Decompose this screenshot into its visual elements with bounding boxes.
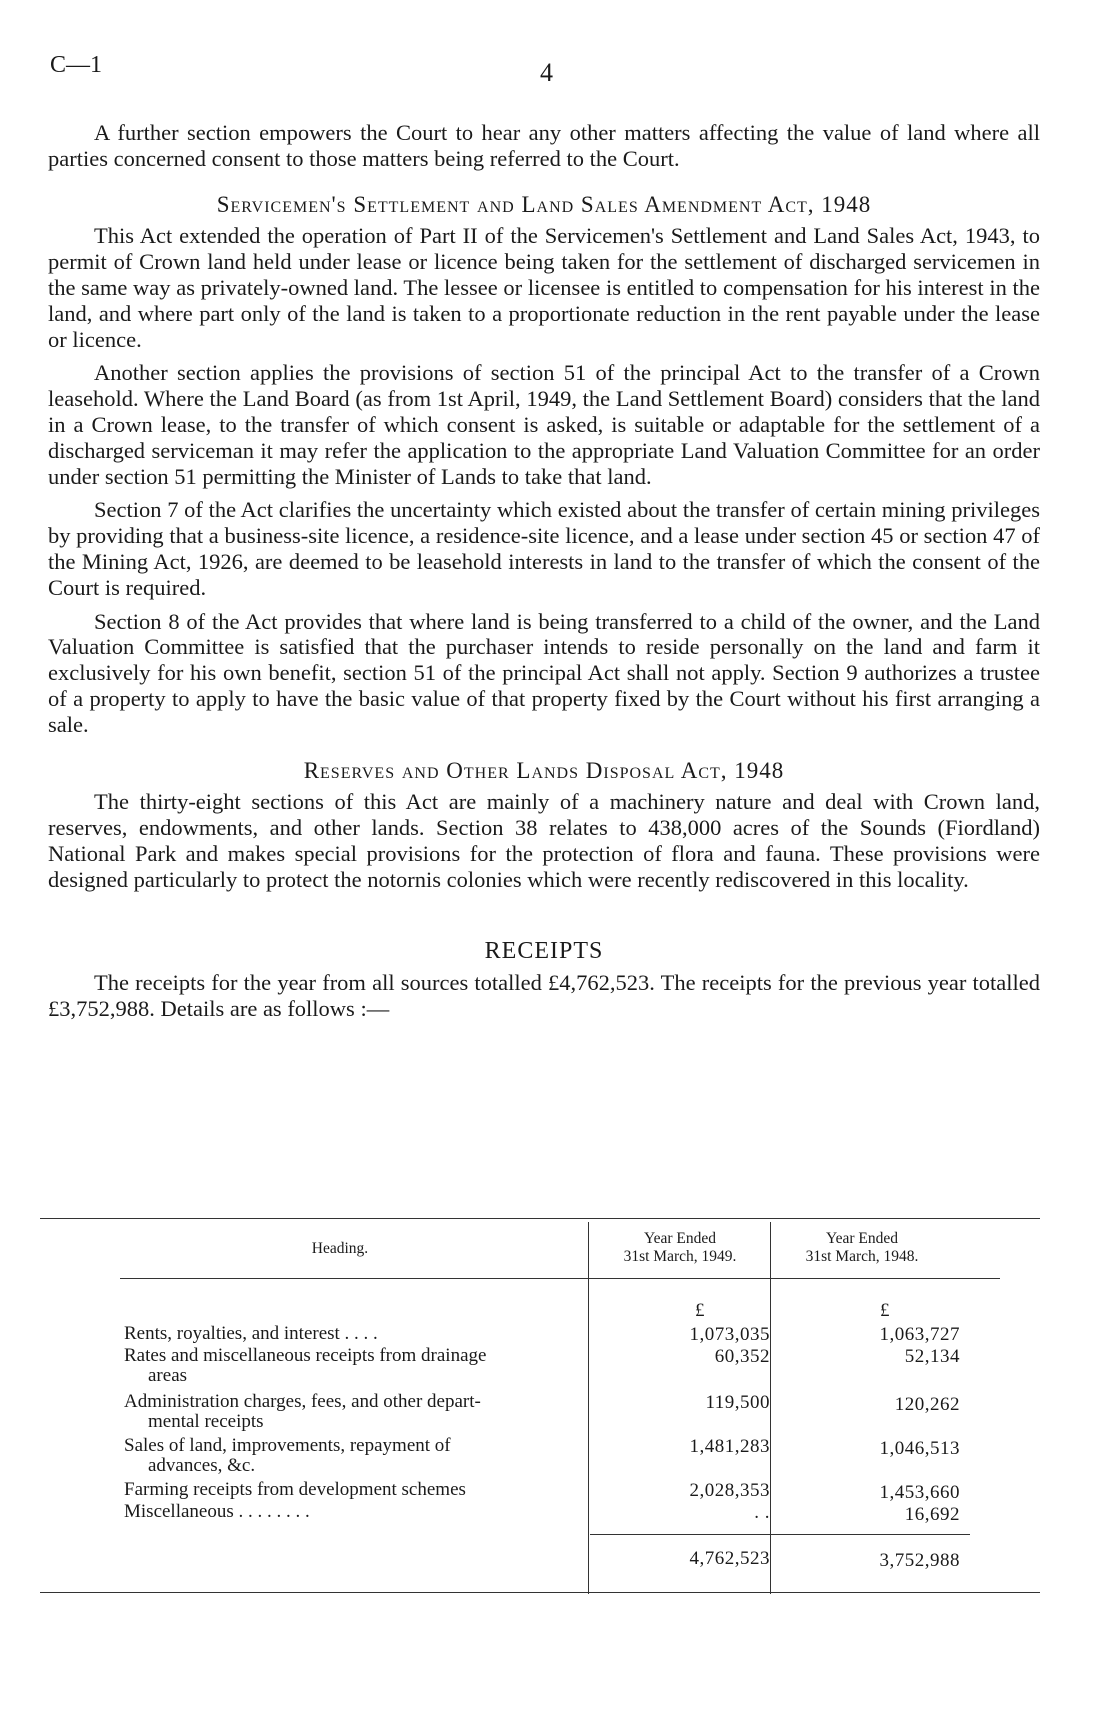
table-cell-1949: 60,352 [714, 1346, 770, 1367]
table-row-label [124, 1346, 614, 1386]
table-cell-1948: 52,134 [904, 1346, 960, 1367]
total-1949: 4,762,523 [689, 1548, 770, 1569]
table-cell-1948: 1,063,727 [879, 1324, 960, 1345]
table-row-label [124, 1392, 614, 1432]
table-row-label: Farming receipts from development schemes [124, 1479, 466, 1500]
header-rule [120, 1278, 1000, 1279]
receipts-title: RECEIPTS [484, 937, 604, 964]
page-number: 4 [540, 58, 553, 87]
row-label-continuation: advances, &c. [148, 1455, 256, 1476]
column-header-line: 31st March, 1949. [623, 1248, 737, 1265]
total-rule [590, 1534, 970, 1535]
intro-paragraph: A further section empowers the Court to hear any other matters affecting the value of land where all parties concerned consent to those matters being referred to the Court. [48, 120, 1040, 171]
paragraph: The thirty-eight sections of this Act are mainly of a machinery nature and deal with Crown land, reserves, endowments, and other lands. Section 38 relates to 438,000 acres of the Sounds (Fiordland) National Park and makes special provisions for the protection of flora and fauna. These provisions were designed particularly to protect the notornis colonies which were recently rediscovered in this locality. [48, 789, 1040, 892]
currency-symbol: £ [695, 1300, 705, 1321]
row-label-line: Sales of land, improvements, repayment of [124, 1435, 451, 1456]
paragraph: Section 8 of the Act provides that where land is being transferred to a child of the owner, and the Land Valuation Committee is satisfied that the purchaser intends to reside personally on the land and farm it exclusively for his own benefit, section 51 of the principal Act shall not apply. Section 9 authorizes a trustee of a property to apply to have the basic value of that property fixed by the Court without his first arranging a sale. [48, 608, 1040, 737]
table-cell-1949: 2,028,353 [689, 1480, 770, 1501]
table-top-rule [40, 1218, 1040, 1219]
table-cell-1948: 1,046,513 [879, 1438, 960, 1459]
table-cell-1949: . . [754, 1502, 770, 1523]
table-bottom-rule [40, 1592, 1040, 1593]
column-header-heading: Heading. [311, 1240, 369, 1257]
row-label-line: Rates and miscellaneous receipts from drainage [124, 1345, 487, 1366]
body-text [48, 120, 1040, 1022]
table-cell-1948: 120,262 [894, 1394, 960, 1415]
paragraph: Section 7 of the Act clarifies the uncertainty which existed about the transfer of certain mining privileges by providing that a business-site licence, a residence-site licence, and a lease under section 45 or section 47 of the Mining Act, 1926, are deemed to be leasehold interests in land to the transfer of which the consent of the Court is required. [48, 497, 1040, 600]
table-cell-1949: 119,500 [705, 1392, 770, 1413]
table-row-label: Rents, royalties, and interest . . . . [124, 1323, 378, 1344]
row-label-continuation: mental receipts [148, 1411, 264, 1432]
column-header-line: Year Ended [825, 1230, 899, 1247]
column-header-line: 31st March, 1948. [805, 1248, 919, 1265]
table-cell-1948: 16,692 [904, 1504, 960, 1525]
receipts-paragraph: The receipts for the year from all sources totalled £4,762,523. The receipts for the previous year totalled £3,752,988. Details are as follows :— [48, 970, 1040, 1022]
row-label-line: Administration charges, fees, and other depart- [124, 1391, 481, 1412]
paragraph: Another section applies the provisions of section 51 of the principal Act to the transfer of a Crown leasehold. Where the Land Board (as from 1st April, 1949, the Land Settlement Board) considers that the land in a Crown lease, to the transfer of which consent is asked, is suitable or adaptable for the settlement of a discharged serviceman it may refer the application to the appropriate Land Valuation Committee for an order under section 51 permitting the Minister of Lands to take that land. [48, 360, 1040, 489]
paragraph: This Act extended the operation of Part II of the Servicemen's Settlement and Land Sales Act, 1943, to permit of Crown land held under lease or licence being taken for the settlement of discharged servicemen in the same way as privately-owned land. The lessee or licensee is entitled to compensation for his interest in the land, and where part only of the land is taken to a proportionate reduction in the rent payable under the lease or licence. [48, 223, 1040, 352]
receipts-table [40, 1218, 1040, 1598]
column-header-1949 [592, 1230, 768, 1266]
table-row-label [124, 1436, 614, 1476]
column-header-line: Year Ended [643, 1230, 717, 1247]
currency-symbol: £ [880, 1300, 890, 1321]
column-header-1948 [774, 1230, 950, 1266]
section-heading-reserves-act: Reserves and Other Lands Disposal Act, 1948 [303, 757, 785, 783]
total-1948: 3,752,988 [879, 1550, 960, 1571]
table-cell-1948: 1,453,660 [879, 1482, 960, 1503]
document-reference: C—1 [50, 52, 103, 78]
table-row-label: Miscellaneous . . . . . . . . [124, 1501, 310, 1522]
section-heading-servicemens-act: Servicemen's Settlement and Land Sales Amendment Act, 1948 [216, 191, 872, 217]
table-cell-1949: 1,481,283 [689, 1436, 770, 1457]
table-cell-1949: 1,073,035 [689, 1324, 770, 1345]
row-label-continuation: areas [148, 1365, 188, 1386]
